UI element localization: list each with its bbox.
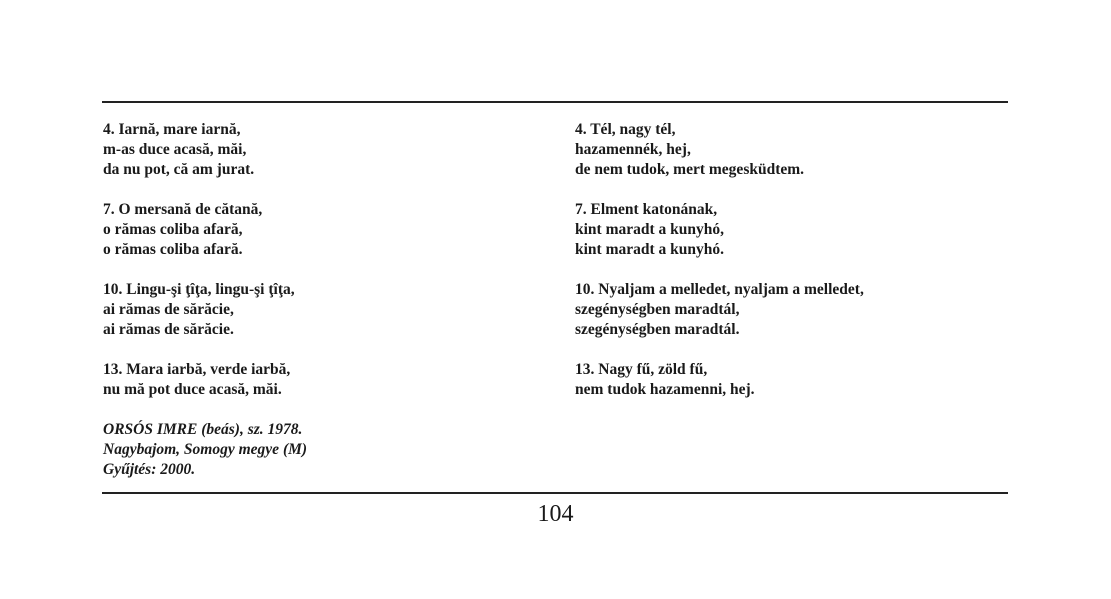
stanza-13-romani [103, 360, 523, 400]
verse-line: 13. Mara iarbă, verde iarbă, [103, 361, 291, 378]
verse-line: 4. Iarnă, mare iarnă, [103, 121, 241, 138]
hungarian-translation-column [575, 120, 995, 420]
verse-line: szegénységben maradtál, [575, 301, 740, 318]
verse-line: 7. Elment katonának, [575, 201, 718, 218]
credit-location: Nagybajom, Somogy megye (M) [103, 441, 308, 458]
bottom-rule [102, 492, 1008, 494]
romani-text-column [103, 120, 523, 500]
verse-line: szegénységben maradtál. [575, 321, 740, 338]
verse-line: ai rămas de sărăcie, [103, 301, 234, 318]
verse-line: 7. O mersană de cătană, [103, 201, 263, 218]
verse-line: kint maradt a kunyhó, [575, 221, 725, 238]
stanza-4-romani [103, 120, 523, 180]
verse-line: nem tudok hazamenni, hej. [575, 381, 755, 398]
verse-line: hazamennék, hej, [575, 141, 691, 158]
stanza-4-hungarian [575, 120, 995, 180]
verse-line: kint maradt a kunyhó. [575, 241, 725, 258]
stanza-7-hungarian [575, 200, 995, 260]
credit-performer: ORSÓS IMRE (beás), sz. 1978. [103, 421, 303, 438]
verse-line: 10. Nyaljam a melledet, nyaljam a melledet, [575, 281, 864, 298]
performer-credit [103, 420, 523, 480]
verse-line: 10. Lingu-şi ţîţa, lingu-şi ţîţa, [103, 281, 295, 298]
verse-line: m-as duce acasă, măi, [103, 141, 247, 158]
stanza-7-romani [103, 200, 523, 260]
verse-line: o rămas coliba afară, [103, 221, 243, 238]
stanza-10-romani [103, 280, 523, 340]
verse-line: da nu pot, că am jurat. [103, 161, 255, 178]
verse-line: de nem tudok, mert megesküdtem. [575, 161, 805, 178]
page-number: 104 [537, 501, 574, 527]
verse-line: 13. Nagy fű, zöld fű, [575, 361, 708, 378]
verse-line: ai rămas de sărăcie. [103, 321, 234, 338]
stanza-13-hungarian [575, 360, 995, 400]
verse-line: 4. Tél, nagy tél, [575, 121, 676, 138]
credit-collection-year: Gyűjtés: 2000. [103, 461, 196, 478]
top-rule [102, 101, 1008, 103]
stanza-10-hungarian [575, 280, 995, 340]
verse-line: nu mă pot duce acasă, măi. [103, 381, 282, 398]
verse-line: o rămas coliba afară. [103, 241, 243, 258]
